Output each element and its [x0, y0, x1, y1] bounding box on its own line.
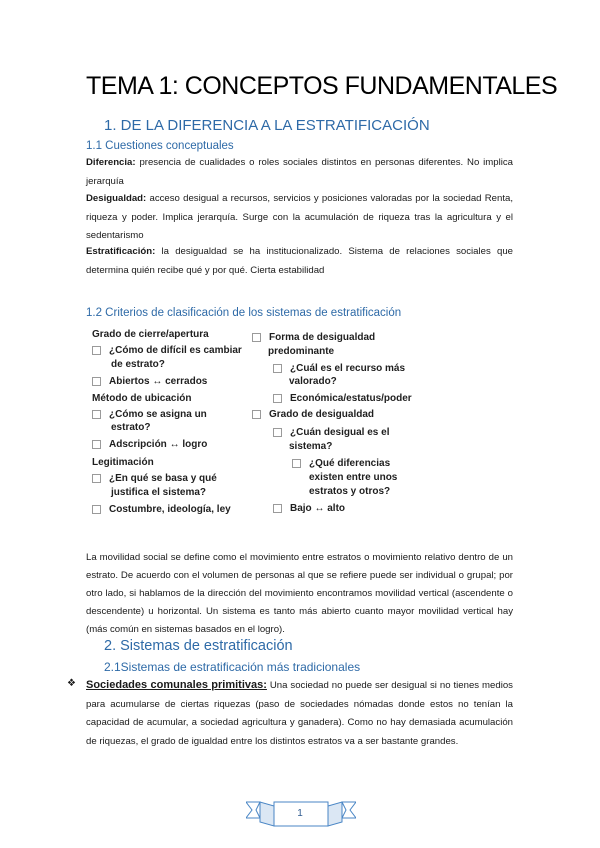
- criterion-question-line: justifica el sistema?: [111, 487, 207, 498]
- criterion-question-line: valorado?: [289, 376, 337, 387]
- checkbox-icon: [273, 428, 282, 437]
- checkbox-icon: [273, 364, 282, 373]
- criterion-range: Económica/estatus/poder: [273, 392, 412, 405]
- criterion-forma-desigualdad-cont: predominante: [268, 346, 335, 357]
- checkbox-icon: [273, 394, 282, 403]
- paragraph-desigualdad: [86, 190, 513, 246]
- checkbox-icon: [92, 440, 101, 449]
- checkbox-icon: [92, 377, 101, 386]
- checkbox-icon: [92, 346, 101, 355]
- checkbox-icon: [273, 504, 282, 513]
- ribbon-right-fold: [328, 802, 342, 826]
- text-diferencia: presencia de cualidades o roles sociales distintos en personas diferentes. No implica jerarquía: [86, 157, 513, 187]
- ribbon-right-tail: [342, 802, 356, 818]
- section-2-heading: 2. Sistemas de estratificación: [104, 638, 293, 654]
- term-diferencia: Diferencia:: [86, 157, 136, 168]
- paragraph-sociedades: [86, 676, 513, 751]
- criterion-question-line: de estrato?: [111, 359, 165, 370]
- text-sociedades: Una sociedad no puede ser desigual si no tienes medios para acumularse de ciertas riquezas (paso de sociedades nómadas donde estos no tenían la capacidad de acumular, a sociedad agricultura y ganadera). Como no hay demasiada acumulación de riquezas, el grado de igualdad entre los distintos estratos va a ser bastante grandes.: [86, 680, 513, 747]
- ribbon-left-fold: [260, 802, 274, 826]
- criterion-question-line: ¿Cómo se asigna un: [92, 408, 207, 421]
- checkbox-icon: [92, 505, 101, 514]
- checkbox-icon: [252, 333, 261, 342]
- criterion-grado-desigualdad: Grado de desigualdad: [252, 408, 374, 421]
- criterion-question-line: sistema?: [289, 441, 333, 452]
- criterion-metodo-ubicacion: Método de ubicación: [92, 393, 192, 404]
- ribbon-left-tail: [246, 802, 260, 818]
- criterion-range: Abiertos ↔ cerrados: [92, 375, 207, 388]
- text-estratificacion: la desigualdad se ha institucionalizado. Sistema de relaciones sociales que determina quién recibe qué y por qué. Cierta estabilidad: [86, 246, 513, 276]
- criterion-question-line: ¿Cómo de difícil es cambiar: [92, 344, 242, 357]
- criterion-question-line: existen entre unos: [309, 472, 398, 483]
- checkbox-icon: [292, 459, 301, 468]
- text-desigualdad: acceso desigual a recursos, servicios y posiciones valoradas por la sociedad Renta, riqueza y poder. Implica jerarquía. Surge con la acumulación de riqueza tras la agricultura y el sedentarismo: [86, 193, 513, 241]
- section-1-heading: 1. DE LA DIFERENCIA A LA ESTRATIFICACIÓN: [104, 117, 430, 134]
- criterion-question-line: ¿Qué diferencias: [292, 457, 390, 470]
- paragraph-movilidad: La movilidad social se define como el movimiento entre estratos o movimiento relativo dentro de un estrato. De acuerdo con el volumen de personas al que se refiere puede ser individual o grupal; por otro lado, si hablamos de la dirección del movimiento encontramos movilidad vertical (ascendente o descendente) u horizontal. Un sistema es tanto más abierto cuanto mayor movilidad vertical hay (más común en sistemas basados en el logro).: [86, 552, 513, 635]
- criterion-range: Bajo ↔ alto: [273, 502, 345, 515]
- page-title: TEMA 1: CONCEPTOS FUNDAMENTALES: [86, 72, 558, 100]
- diamond-bullet-icon: ❖: [67, 678, 76, 689]
- term-estratificacion: Estratificación:: [86, 246, 156, 257]
- subsection-1-2-heading: 1.2 Criterios de clasificación de los sistemas de estratificación: [86, 307, 402, 319]
- paragraph-diferencia: [86, 154, 513, 191]
- criterion-question-line: estratos y otros?: [309, 486, 391, 497]
- criterion-grado-cierre: Grado de cierre/apertura: [92, 329, 209, 340]
- term-desigualdad: Desigualdad:: [86, 193, 147, 204]
- criterion-question-line: ¿Cuán desigual es el: [273, 426, 389, 439]
- checkbox-icon: [92, 410, 101, 419]
- checkbox-icon: [252, 410, 261, 419]
- checkbox-icon: [92, 474, 101, 483]
- criterion-question-line: ¿En qué se basa y qué: [92, 472, 217, 485]
- criterion-question-line: estrato?: [111, 422, 151, 433]
- subsection-2-1-heading: 2.1Sistemas de estratificación más tradicionales: [104, 660, 361, 674]
- criterion-question-line: ¿Cuál es el recurso más: [273, 362, 405, 375]
- criterion-range: Adscripción ↔ logro: [92, 438, 207, 451]
- criterion-range: Costumbre, ideología, ley: [92, 503, 231, 516]
- page-number: 1: [297, 808, 303, 819]
- paragraph-estratificacion: [86, 243, 513, 280]
- criterion-legitimacion: Legitimación: [92, 457, 154, 468]
- term-sociedades: Sociedades comunales primitivas:: [86, 679, 267, 691]
- subsection-1-1-heading: 1.1 Cuestiones conceptuales: [86, 140, 234, 152]
- criterion-forma-desigualdad: Forma de desigualdad: [252, 331, 375, 344]
